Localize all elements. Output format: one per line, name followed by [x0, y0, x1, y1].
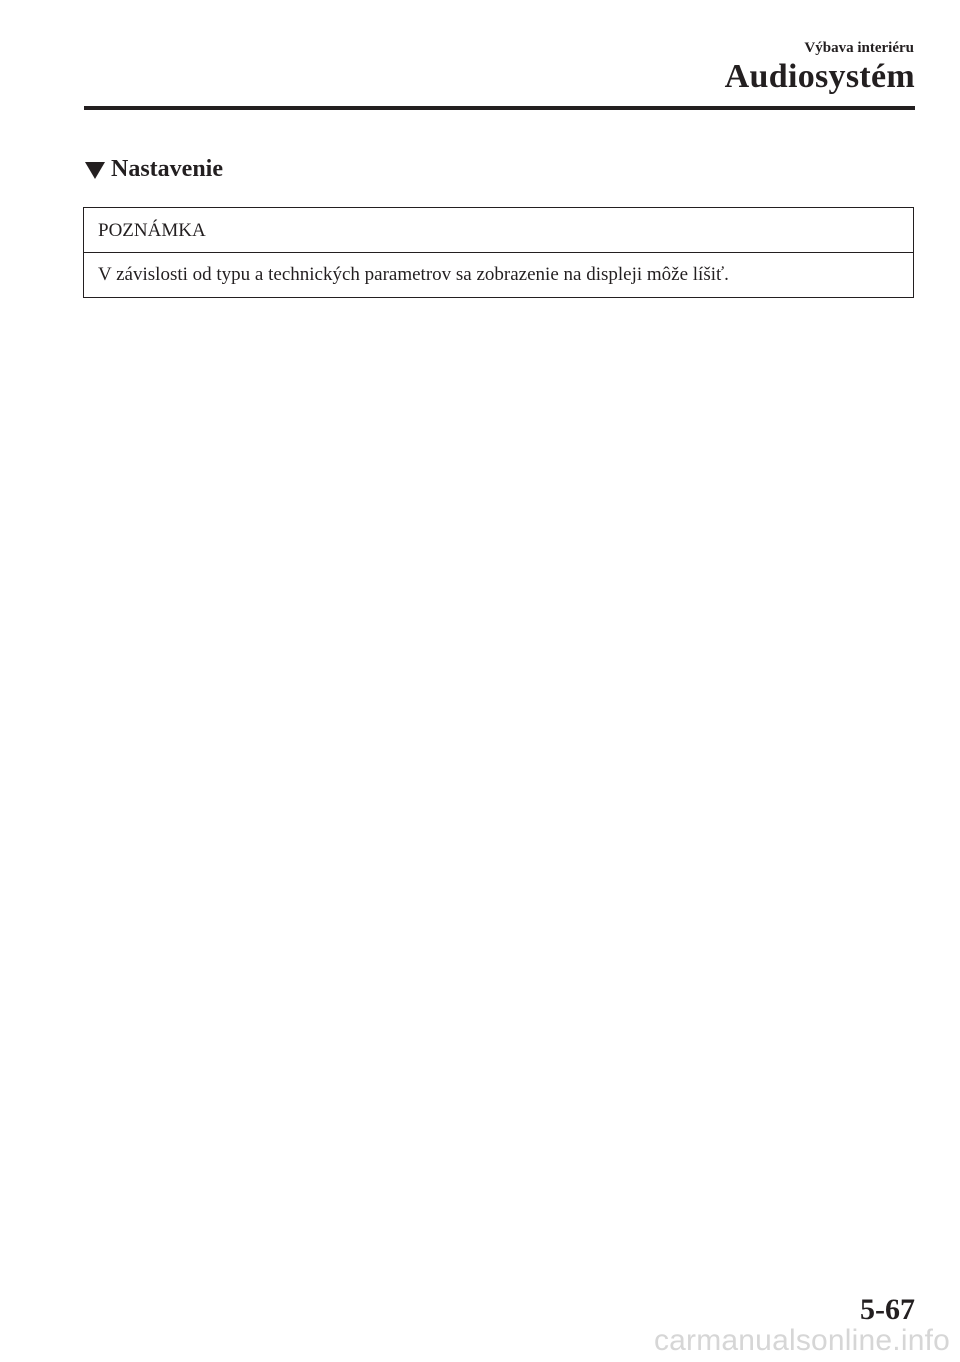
watermark: carmanualsonline.info [653, 1324, 950, 1357]
triangle-down-icon [85, 162, 105, 179]
note-text: V závislosti od typu a technických parametrov sa zobrazenie na displeji môže líšiť. [98, 264, 729, 285]
section-heading [85, 156, 223, 183]
section-heading-text: Nastavenie [111, 156, 223, 182]
page-title: Audiosystém [724, 58, 915, 95]
section-name: Výbava interiéru [804, 40, 914, 56]
page-number: 5-67 [860, 1293, 915, 1326]
note-label: POZNÁMKA [84, 208, 913, 253]
note-box [83, 207, 914, 298]
header-divider [84, 106, 915, 110]
